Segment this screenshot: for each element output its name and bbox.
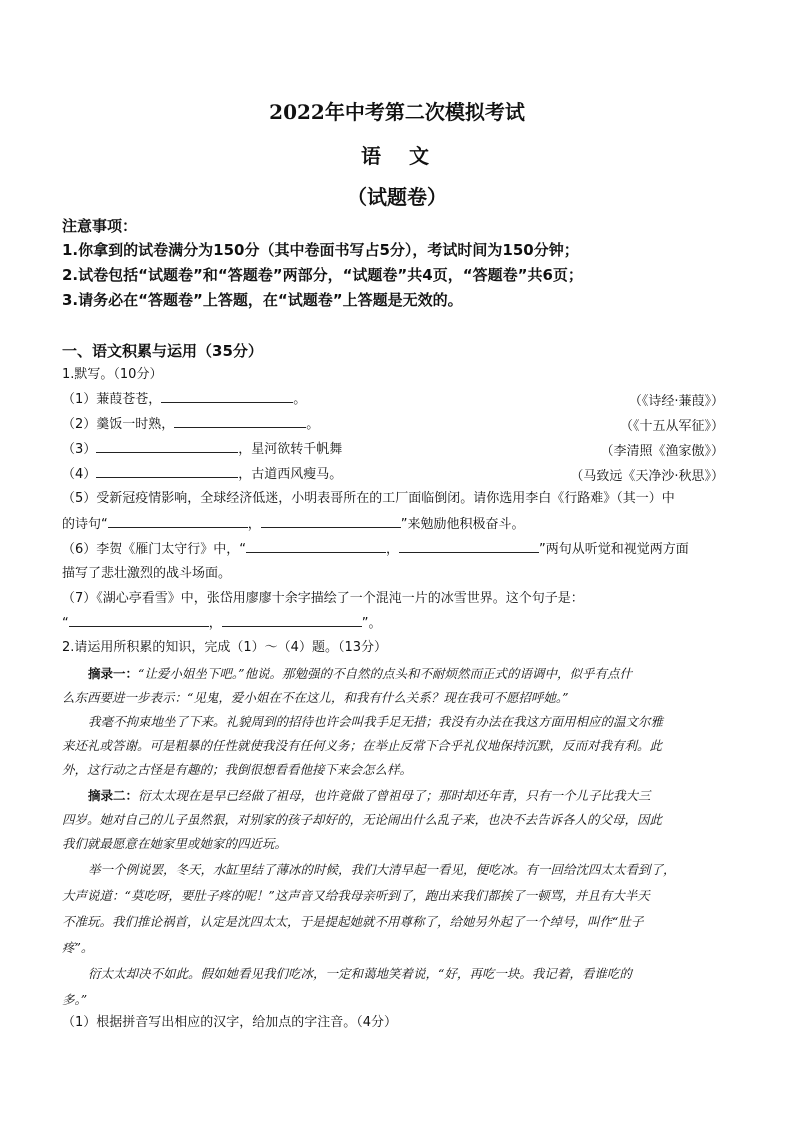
- answer-blank[interactable]: [108, 515, 248, 528]
- source-3: （李清照《渔家傲》）: [600, 444, 724, 459]
- item-post: 。: [293, 392, 307, 407]
- recite-item-7-line2: [62, 614, 382, 633]
- excerpt-1-line-2: 么东西要进一步表示：“见鬼，爱小姐在不在这儿，和我有什么关系？现在我可不愿招呼她。”: [62, 690, 569, 705]
- text: ”。: [361, 616, 382, 631]
- text: “: [62, 616, 69, 631]
- section-title: 一、语文积累与运用（35分）: [62, 342, 263, 360]
- source-2: （《十五从军征》）: [619, 419, 724, 434]
- answer-blank[interactable]: [161, 390, 293, 403]
- excerpt-1-line-4: 来还礼或答谢。可是粗暴的任性就使我没有任何义务；在举止反常下合乎礼仪地保持沉默，反而对我有利。此: [62, 738, 663, 753]
- answer-blank[interactable]: [222, 614, 362, 627]
- text: （6）李贺《雁门太守行》中，“: [62, 542, 247, 557]
- excerpt-2-line-6: 不准玩。我们推论祸首，认定是沈四太太，于是提起她就不用尊称了，给她另外起了一个绰号，叫作“肚子: [62, 914, 644, 929]
- item-number: （2）: [62, 417, 97, 432]
- excerpt-1-line-3: 我毫不拘束地坐了下来。礼貌周到的招待也许会叫我手足无措；我没有办法在我这方面用相应的温文尔雅: [88, 714, 664, 729]
- subject-title: 语 文: [361, 144, 433, 168]
- paper-type: （试题卷）: [347, 185, 447, 209]
- excerpt-2-line-2: 四岁。她对自己的儿子虽然狠，对别家的孩子却好的，无论闹出什么乱子来，也决不去告诉各人的父母，因此: [62, 812, 663, 827]
- exam-title: 2022年中考第二次模拟考试: [269, 100, 525, 124]
- notice-item-3: 3.请务必在“答题卷”上答题，在“试题卷”上答题是无效的。: [62, 291, 463, 309]
- recite-item-6-line2: 描写了悲壮激烈的战斗场面。: [62, 566, 232, 581]
- item-number: （4）: [62, 467, 97, 482]
- text: 的诗句“: [62, 517, 108, 532]
- source-4: （马致远《天净沙·秋思》）: [570, 469, 724, 484]
- question-1-title: 1.默写。（10分）: [62, 367, 163, 382]
- answer-blank[interactable]: [96, 465, 238, 478]
- excerpt-2-line-1: [62, 784, 732, 807]
- recite-item-2: [62, 415, 319, 434]
- excerpt-2-line-4: 举一个例说罢，冬天，水缸里结了薄冰的时候，我们大清早起一看见，便吃冰。有一回给沈四太太看到了，: [88, 862, 676, 877]
- item-number: （1）: [62, 392, 97, 407]
- answer-blank[interactable]: [399, 540, 539, 553]
- item-post: ，星河欲转千帆舞: [238, 442, 343, 457]
- notice-item-1: 1.你拿到的试卷满分为150分（其中卷面书写占5分），考试时间为150分钟；: [62, 241, 579, 259]
- excerpt-2-line-9: 多。”: [62, 992, 88, 1007]
- excerpt-2-line-5: 大声说道：“莫吃呀，要肚子疼的呢！”这声音又给我母亲听到了，跑出来我们都挨了一顿骂，并且有大半天: [62, 888, 650, 903]
- excerpt-2-line-3: 我们就最愿意在她家里或她家的四近玩。: [62, 836, 288, 851]
- excerpt-2-line-7: 疼”。: [62, 940, 94, 955]
- recite-item-3: [62, 440, 342, 459]
- text: ，: [386, 542, 400, 557]
- text: ，: [208, 616, 222, 631]
- excerpt-2-label: 摘录二：: [88, 788, 139, 803]
- item-number: （3）: [62, 442, 97, 457]
- answer-blank[interactable]: [261, 515, 401, 528]
- item-post: ，古道西风瘦马。: [238, 467, 343, 482]
- item-pre: 蒹葭苍苍，: [96, 392, 162, 407]
- answer-blank[interactable]: [174, 415, 306, 428]
- recite-item-7-line1: （7）《湖心亭看雪》中，张岱用廖廖十余字描绘了一个混沌一片的冰雪世界。这个句子是：: [62, 591, 584, 606]
- answer-blank[interactable]: [69, 614, 209, 627]
- item-post: 。: [306, 417, 320, 432]
- excerpt-1-label: 摘录一：: [88, 666, 139, 681]
- recite-item-4: [62, 465, 342, 484]
- text: ，: [247, 517, 261, 532]
- text: ”两句从听觉和视觉两方面: [539, 542, 689, 557]
- recite-item-5-line1: （5）受新冠疫情影响，全球经济低迷，小明表哥所在的工厂面临倒闭。请你选用李白《行路难》（其一）中: [62, 491, 675, 506]
- excerpt-1-line-1: [62, 662, 732, 685]
- notice-item-2: 2.试卷包括“试题卷”和“答题卷”两部分，“试题卷”共4页，“答题卷”共6页；: [62, 266, 583, 284]
- text: “让爱小姐坐下吧。”他说。那勉强的不自然的点头和不耐烦然而正式的语调中，似乎有点什: [138, 666, 633, 681]
- text: ”来勉励他积极奋斗。: [400, 517, 525, 532]
- source-1: （《诗经·蒹葭》）: [628, 394, 724, 409]
- recite-item-5-line2: [62, 515, 525, 534]
- text: 衍太太现在是早已经做了祖母，也许竟做了曾祖母了；那时却还年青，只有一个儿子比我大三: [138, 788, 651, 803]
- recite-item-1: [62, 390, 306, 409]
- item-pre: 羹饭一时熟，: [96, 417, 175, 432]
- excerpt-1-line-5: 外，这行动之古怪是有趣的；我倒很想看看他接下来会怎么样。: [62, 762, 413, 777]
- answer-blank[interactable]: [246, 540, 386, 553]
- question-2-sub-1: （1）根据拼音写出相应的汉字，给加点的字注音。（4分）: [62, 1015, 398, 1030]
- excerpt-2-line-8: 衍太太却决不如此。假如她看见我们吃冰，一定和蔼地笑着说，“好，再吃一块。我记着，看谁吃的: [88, 966, 632, 981]
- answer-blank[interactable]: [96, 440, 238, 453]
- recite-item-6-line1: [62, 540, 689, 559]
- notice-heading: 注意事项：: [62, 217, 138, 235]
- question-2-title: 2.请运用所积累的知识，完成（1）～（4）题。（13分）: [62, 640, 387, 655]
